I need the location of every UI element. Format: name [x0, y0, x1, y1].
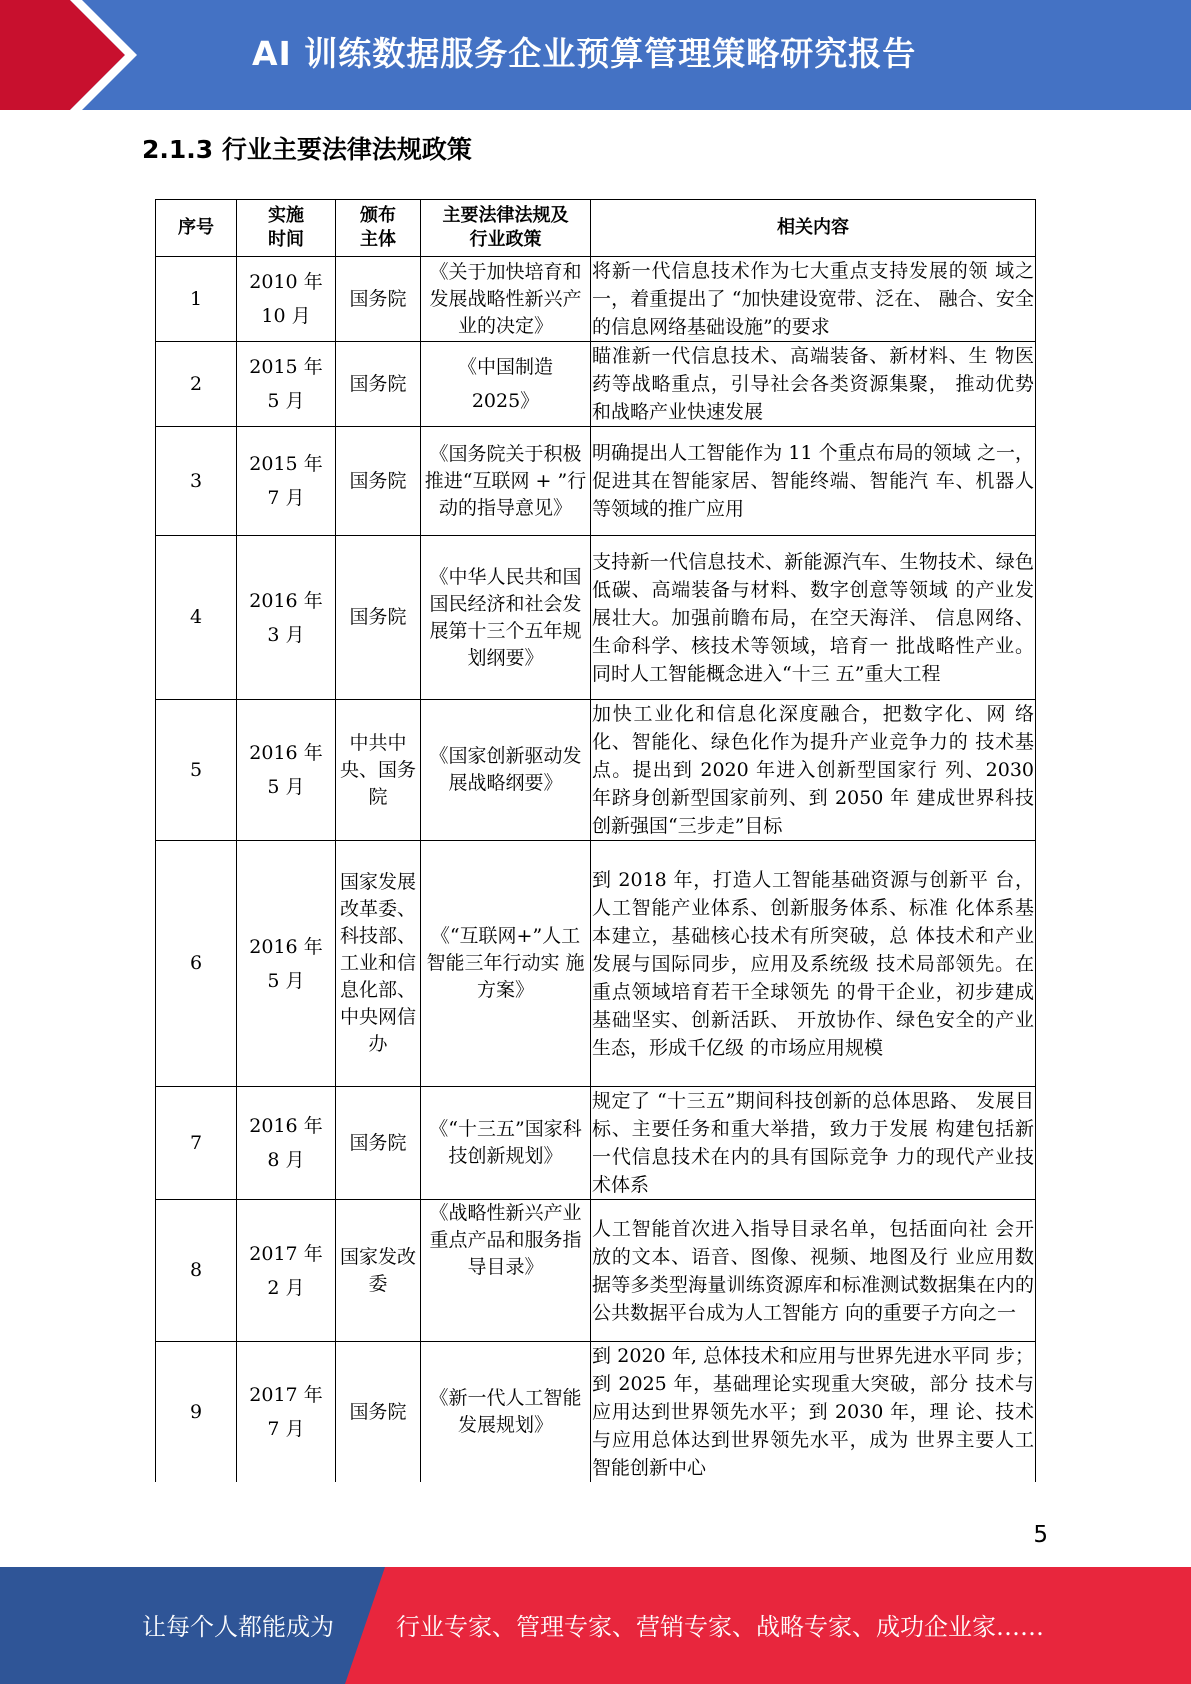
row-content: 瞄准新一代信息技术、高端装备、新材料、生 物医药等战略重点，引导社会各类资源集聚， 推动优势和战略产业快速发展 [591, 342, 1036, 427]
policy-table [155, 199, 1036, 1482]
table-row [156, 700, 1036, 841]
row-no: 1 [156, 257, 237, 342]
row-no: 7 [156, 1087, 237, 1200]
page-number: 5 [1033, 1522, 1048, 1548]
row-policy: 《新一代人工智能发展规划》 [421, 1342, 591, 1483]
row-policy: 《中国制造 2025》 [421, 342, 591, 427]
row-issuer: 国家发展改革委、科技部、工业和信息化部、中央网信办 [336, 841, 421, 1087]
row-content: 加快工业化和信息化深度融合，把数字化、网 络化、智能化、绿色化作为提升产业竞争力的 技术基点。提出到 2020 年进入创新型国家行 列、2030 年跻身创新型国家前列、到 2050 年 建成世界科技创新强国“三步走”目标 [591, 700, 1036, 841]
page-footer [0, 1567, 1191, 1684]
row-issuer: 国务院 [336, 536, 421, 700]
row-policy: 《关于加快培育和发展战略性新兴产业的决定》 [421, 257, 591, 342]
row-policy: 《“十三五”国家科技创新规划》 [421, 1087, 591, 1200]
row-time: 2010 年 10 月 [237, 257, 336, 342]
table-row [156, 257, 1036, 342]
header-chevron-graphic [0, 0, 160, 110]
row-time: 2016 年 5 月 [237, 700, 336, 841]
row-policy: 《中华人民共和国国民经济和社会发展第十三个五年规划纲要》 [421, 536, 591, 700]
table-row [156, 342, 1036, 427]
header-time: 实施 时间 [237, 200, 336, 257]
row-content: 规定了 “十三五”期间科技创新的总体思路、 发展目标、主要任务和重大举措，致力于发展 构建包括新一代信息技术在内的具有国际竞争 力的现代产业技术体系 [591, 1087, 1036, 1200]
footer-slogan-left: 让每个人都能成为 [142, 1613, 334, 1641]
row-policy: 《国家创新驱动发展战略纲要》 [421, 700, 591, 841]
row-content: 明确提出人工智能作为 11 个重点布局的领域 之一，促进其在智能家居、智能终端、智能汽 车、机器人等领域的推广应用 [591, 427, 1036, 536]
row-issuer: 国务院 [336, 1342, 421, 1483]
row-time: 2017 年 2 月 [237, 1200, 336, 1342]
table-row [156, 1087, 1036, 1200]
row-content: 支持新一代信息技术、新能源汽车、生物技术、绿色低碳、高端装备与材料、数字创意等领域 的产业发展壮大。加强前瞻布局，在空天海洋、 信息网络、生命科学、核技术等领域，培育一 批战略性产业。同时人工智能概念进入“十三 五”重大工程 [591, 536, 1036, 700]
row-content: 到 2018 年，打造人工智能基础资源与创新平 台，人工智能产业体系、创新服务体系、标准 化体系基本建立，基础核心技术有所突破，总 体技术和产业发展与国际同步，应用及系统级 技术局部领先。在重点领域培育若干全球领先 的骨干企业，初步建成基础坚实、创新活跃、 开放协作、绿色安全的产业生态，形成千亿级 的市场应用规模 [591, 841, 1036, 1087]
table-row [156, 841, 1036, 1087]
row-content: 将新一代信息技术作为七大重点支持发展的领 域之一，着重提出了 “加快建设宽带、泛在、 融合、安全的信息网络基础设施”的要求 [591, 257, 1036, 342]
row-issuer: 国务院 [336, 257, 421, 342]
row-content: 到 2020 年, 总体技术和应用与世界先进水平同 步；到 2025 年，基础理论实现重大突破，部分 技术与应用达到世界领先水平；到 2030 年，理 论、技术与应用总体达到世界领先水平，成为 世界主要人工智能创新中心 [591, 1342, 1036, 1483]
row-time: 2016 年 8 月 [237, 1087, 336, 1200]
row-no: 4 [156, 536, 237, 700]
row-issuer: 国务院 [336, 427, 421, 536]
row-no: 2 [156, 342, 237, 427]
report-title: AI 训练数据服务企业预算管理策略研究报告 [252, 34, 917, 73]
table-row [156, 1342, 1036, 1483]
row-content: 人工智能首次进入指导目录名单，包括面向社 会开放的文本、语音、图像、视频、地图及行 业应用数据等多类型海量训练资源库和标准测试数据集在内的公共数据平台成为人工智能方 向的重要子方向之一 [591, 1200, 1036, 1342]
table-row [156, 1200, 1036, 1342]
table-row [156, 536, 1036, 700]
row-time: 2017 年 7 月 [237, 1342, 336, 1483]
row-issuer: 国务院 [336, 342, 421, 427]
footer-slogan-right: 行业专家、管理专家、营销专家、战略专家、成功企业家…… [396, 1613, 1044, 1641]
header-policy: 主要法律法规及 行业政策 [421, 200, 591, 257]
table-header-row [156, 200, 1036, 257]
header-issuer: 颁布 主体 [336, 200, 421, 257]
table-row [156, 427, 1036, 536]
row-time: 2016 年 3 月 [237, 536, 336, 700]
row-issuer: 国务院 [336, 1087, 421, 1200]
row-time: 2015 年 7 月 [237, 427, 336, 536]
row-issuer: 中共中央、国务院 [336, 700, 421, 841]
row-time: 2016 年 5 月 [237, 841, 336, 1087]
row-no: 8 [156, 1200, 237, 1342]
row-no: 9 [156, 1342, 237, 1483]
row-policy: 《战略性新兴产业重点产品和服务指导目录》 [421, 1200, 591, 1342]
section-title: 2.1.3 行业主要法律法规政策 [142, 135, 472, 164]
page-header [0, 0, 1191, 110]
row-no: 3 [156, 427, 237, 536]
row-policy: 《“互联网+”人工 智能三年行动实 施方案》 [421, 841, 591, 1087]
row-time: 2015 年 5 月 [237, 342, 336, 427]
row-issuer: 国家发改委 [336, 1200, 421, 1342]
header-content: 相关内容 [591, 200, 1036, 257]
header-no: 序号 [156, 200, 237, 257]
row-no: 5 [156, 700, 237, 841]
row-no: 6 [156, 841, 237, 1087]
row-policy: 《国务院关于积极推进“互联网 + ”行动的指导意见》 [421, 427, 591, 536]
